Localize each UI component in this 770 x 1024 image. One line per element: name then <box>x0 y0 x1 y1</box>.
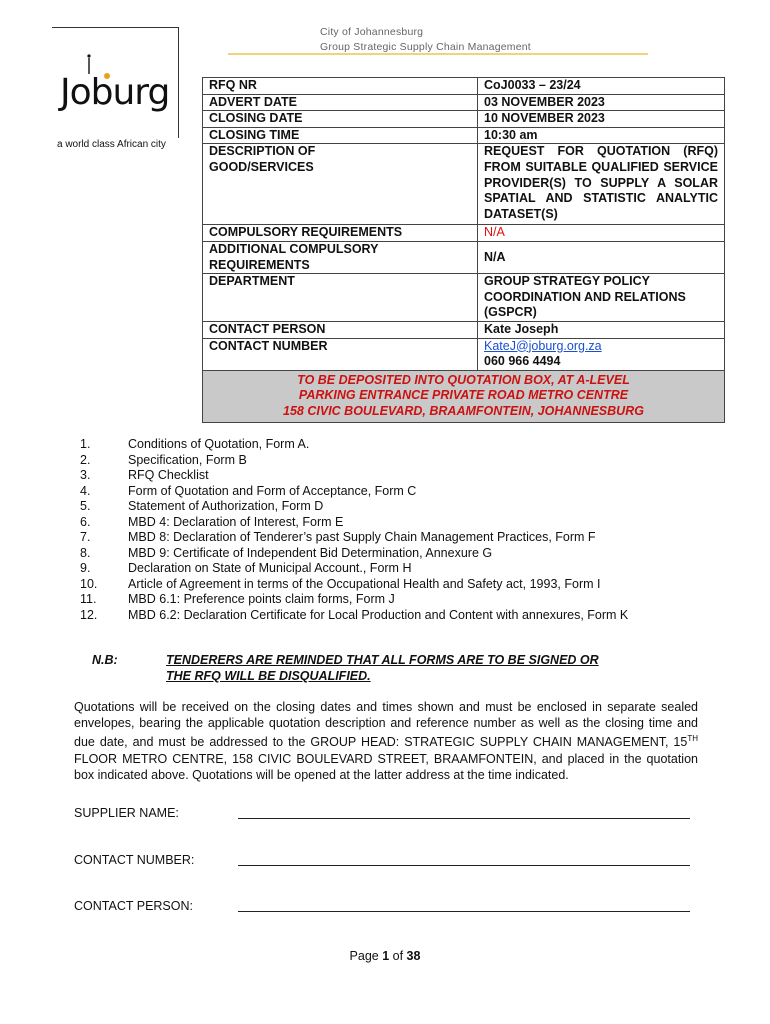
contact-number-field-label: CONTACT NUMBER: <box>74 853 195 867</box>
contact-number-label: CONTACT NUMBER <box>203 338 478 370</box>
list-number: 6. <box>80 514 91 529</box>
list-number: 3. <box>80 468 91 482</box>
deposit-instructions <box>203 370 725 423</box>
page-footer <box>0 949 770 963</box>
list-text: Statement of Authorization, Form D <box>128 499 324 513</box>
advert-date-label: ADVERT DATE <box>203 94 478 111</box>
notice-line: THE RFQ WILL BE DISQUALIFIED. <box>166 668 371 683</box>
footer-text: Page <box>349 949 383 963</box>
compulsory-value: N/A <box>484 225 505 240</box>
page-current: 1 <box>382 949 390 963</box>
list-text: MBD 9: Certificate of Independent Bid Determination, Annexure G <box>128 545 493 560</box>
header-city: City of Johannesburg <box>320 26 424 38</box>
table-row <box>203 274 725 322</box>
list-item <box>80 530 700 546</box>
list-text: Form of Quotation and Form of Acceptance, Form C <box>128 483 417 498</box>
list-text: MBD 6.1: Preference points claim forms, Form J <box>128 592 395 606</box>
table-row <box>203 144 725 225</box>
list-number: 1. <box>80 437 91 451</box>
list-number: 12. <box>80 607 98 622</box>
list-text: MBD 4: Declaration of Interest, Form E <box>128 514 344 529</box>
paragraph-text: Quotations will be received on the closing dates and times shown and must be enclosed in separate sealed envelopes, bearing the applicable quotation description and reference number as well as the closing time and due date, and must be addressed to the GROUP HEAD: STRATEGIC SUPPLY CHAIN MANAGEMENT, 15 <box>74 700 698 750</box>
header-department: Group Strategic Supply Chain Management <box>320 41 531 53</box>
compulsory-label: COMPULSORY REQUIREMENTS <box>203 225 478 242</box>
logo-tagline: a world class African city <box>57 139 166 150</box>
list-item <box>80 577 700 593</box>
table-row <box>203 78 725 95</box>
list-item <box>80 437 700 453</box>
supplier-name-line[interactable] <box>238 818 690 819</box>
contact-person-line[interactable] <box>238 911 690 912</box>
additional-value: N/A <box>478 241 725 273</box>
closing-date-label: CLOSING DATE <box>203 111 478 128</box>
department-label: DEPARTMENT <box>203 274 478 322</box>
list-item <box>80 515 700 531</box>
joburg-logo <box>52 27 179 138</box>
list-text: RFQ Checklist <box>128 468 209 482</box>
table-row <box>203 370 725 423</box>
list-text: MBD 8: Declaration of Tenderer’s past Supply Chain Management Practices, Form F <box>128 530 596 544</box>
list-number: 8. <box>80 545 91 560</box>
contact-person-label: CONTACT PERSON <box>203 321 478 338</box>
list-item <box>80 561 700 577</box>
list-number: 5. <box>80 499 91 513</box>
description-label: DESCRIPTION OF GOOD/SERVICES <box>203 144 478 225</box>
contact-person-field-label: CONTACT PERSON: <box>74 899 193 913</box>
list-number: 9. <box>80 561 91 575</box>
notice-line: TENDERERS ARE REMINDED THAT ALL FORMS ARE TO BE SIGNED OR <box>166 653 599 667</box>
table-row <box>203 338 725 370</box>
submission-paragraph <box>74 699 698 783</box>
list-text: Specification, Form B <box>128 452 247 467</box>
contact-person-field <box>74 899 193 913</box>
logo-wordmark: Joburg <box>60 72 170 113</box>
table-row <box>203 321 725 338</box>
deposit-line: 158 CIVIC BOULEVARD, BRAAMFONTEIN, JOHANNESBURG <box>283 403 644 418</box>
list-number: 4. <box>80 483 91 498</box>
paragraph-superscript: TH <box>687 734 698 744</box>
rfq-details-table <box>202 77 725 423</box>
contact-email-link[interactable]: KateJ@joburg.org.za <box>484 338 602 353</box>
advert-date-value: 03 NOVEMBER 2023 <box>478 94 725 111</box>
rfq-nr-value: CoJ0033 – 23/24 <box>478 78 725 95</box>
table-row <box>203 127 725 144</box>
list-number: 2. <box>80 452 91 467</box>
department-value: GROUP STRATEGY POLICY COORDINATION AND RELATIONS (GSPCR) <box>478 274 725 322</box>
rfq-nr-label: RFQ NR <box>203 78 478 95</box>
table-row <box>203 94 725 111</box>
list-item <box>80 484 700 500</box>
table-row <box>203 225 725 242</box>
paragraph-text: FLOOR METRO CENTRE, 158 CIVIC BOULEVARD STREET, BRAAMFONTEIN, and placed in the quotation box indicated above. Quotations will be opened at the latter address at the time indicated. <box>74 751 698 782</box>
deposit-line: PARKING ENTRANCE PRIVATE ROAD METRO CENTRE <box>298 388 629 403</box>
notice-label: N.B: <box>92 653 118 667</box>
contact-person-value: Kate Joseph <box>478 321 725 338</box>
supplier-name-field <box>74 806 179 820</box>
footer-text: of <box>389 949 407 963</box>
table-row <box>203 111 725 128</box>
additional-label: ADDITIONAL COMPULSORY REQUIREMENTS <box>203 241 478 273</box>
list-number: 7. <box>80 530 91 544</box>
list-number: 10. <box>80 576 98 591</box>
list-text: Declaration on State of Municipal Account., Form H <box>128 561 412 575</box>
closing-date-value: 10 NOVEMBER 2023 <box>478 111 725 128</box>
header-rule <box>228 53 648 55</box>
list-item <box>80 453 700 469</box>
description-value: REQUEST FOR QUOTATION (RFQ) FROM SUITABLE QUALIFIED SERVICE PROVIDER(S) TO SUPPLY A SOLAR SPATIAL AND STATISTIC ANALYTIC DATASET(S) <box>478 144 725 225</box>
supplier-name-label: SUPPLIER NAME: <box>74 806 179 820</box>
required-documents-list <box>80 437 700 623</box>
contact-number-field <box>74 853 194 867</box>
contact-phone: 060 966 4494 <box>484 354 561 369</box>
list-item <box>80 499 700 515</box>
list-item <box>80 592 700 608</box>
list-item <box>80 608 700 624</box>
contact-number-line[interactable] <box>238 865 690 866</box>
document-header <box>320 25 531 55</box>
list-item <box>80 546 700 562</box>
closing-time-value: 10:30 am <box>478 127 725 144</box>
list-item <box>80 468 700 484</box>
list-text: Article of Agreement in terms of the Occupational Health and Safety act, 1993, Form I <box>128 576 601 591</box>
closing-time-label: CLOSING TIME <box>203 127 478 144</box>
list-text: MBD 6.2: Declaration Certificate for Local Production and Content with annexures, Form K <box>128 607 629 622</box>
deposit-line: TO BE DEPOSITED INTO QUOTATION BOX, AT A-LEVEL <box>297 372 630 387</box>
list-number: 11. <box>80 592 97 606</box>
table-row <box>203 241 725 273</box>
list-text: Conditions of Quotation, Form A. <box>128 437 310 451</box>
page-total: 38 <box>406 949 421 963</box>
